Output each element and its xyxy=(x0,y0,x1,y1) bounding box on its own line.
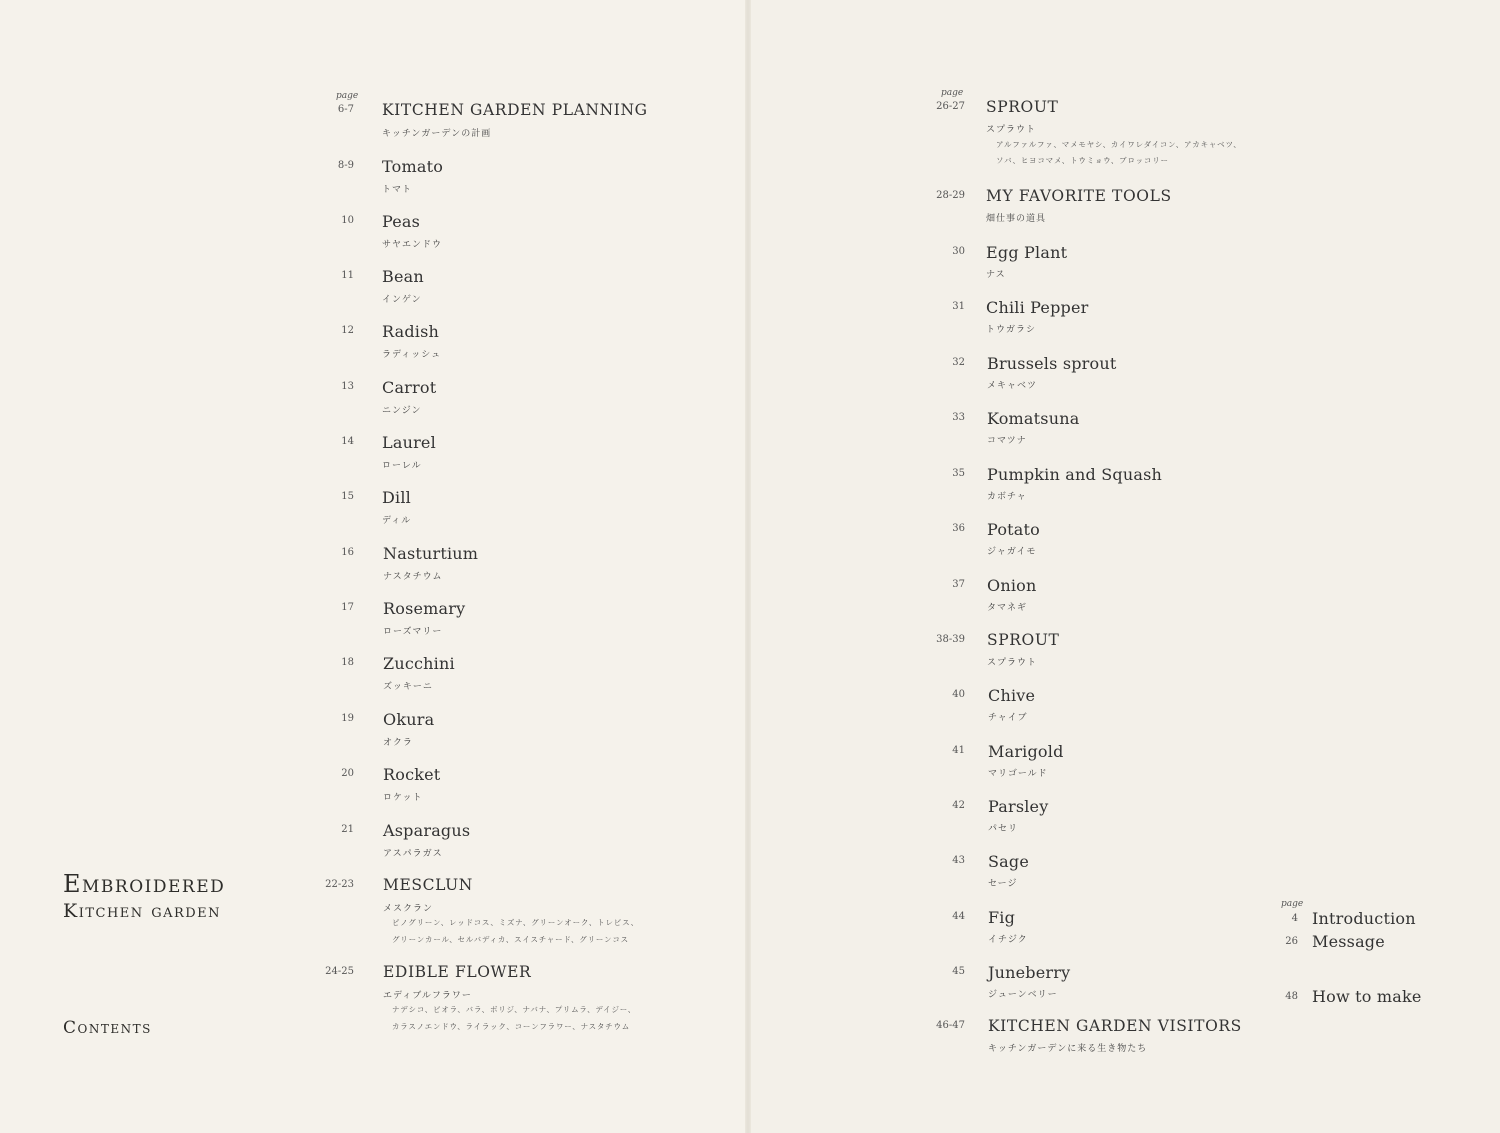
toc-entry-subitems: グリーンカール、セルバディカ、スイスチャード、グリーンコス xyxy=(392,935,629,944)
toc-entry-title: Sage xyxy=(988,852,1030,871)
side-toc-entry-title: Introduction xyxy=(1312,909,1416,928)
toc-entry-title: KITCHEN GARDEN PLANNING xyxy=(382,101,648,119)
toc-page-number: 21 xyxy=(341,824,354,835)
toc-entry-japanese: ローレル xyxy=(382,461,422,471)
toc-entry-title: Rocket xyxy=(383,765,441,784)
toc-page-number: 41 xyxy=(952,745,965,756)
toc-entry-japanese: インゲン xyxy=(382,295,422,305)
toc-entry-title: Parsley xyxy=(988,797,1049,816)
toc-entry-title: Fig xyxy=(988,908,1016,927)
toc-entry-japanese: スプラウト xyxy=(987,658,1038,668)
side-page-label: page xyxy=(1281,899,1304,909)
toc-entry-japanese: 畑仕事の道具 xyxy=(986,214,1047,224)
toc-entry-japanese: メキャベツ xyxy=(987,381,1038,391)
toc-page-number: 38-39 xyxy=(936,634,965,645)
toc-page-number: 32 xyxy=(952,357,965,368)
toc-entry-subitems: ナデシコ、ビオラ、バラ、ボリジ、ナバナ、プリムラ、デイジー、 xyxy=(392,1005,637,1014)
toc-entry-japanese: ラディッシュ xyxy=(382,350,442,360)
toc-page-number: 46-47 xyxy=(936,1020,965,1031)
book-title xyxy=(63,870,225,922)
toc-page-number: 43 xyxy=(952,855,965,866)
toc-page-number: 35 xyxy=(952,468,965,479)
toc-entry-title: Radish xyxy=(382,322,440,341)
toc-entry-japanese: ジャガイモ xyxy=(987,547,1037,557)
toc-entry-japanese: コマツナ xyxy=(987,436,1027,446)
toc-page-number: 14 xyxy=(341,436,354,447)
toc-entry-japanese: ディル xyxy=(382,516,412,526)
toc-page-number: 28-29 xyxy=(936,190,965,201)
toc-page-number: 6-7 xyxy=(337,104,354,115)
toc-page-number: 8-9 xyxy=(337,160,354,171)
toc-entry-title: Chive xyxy=(988,686,1036,705)
toc-entry-japanese: ニンジン xyxy=(382,406,422,416)
toc-entry-japanese: ジューンベリー xyxy=(988,990,1058,1000)
book-title-line1: Embroidered xyxy=(63,870,226,898)
toc-page-number: 31 xyxy=(952,301,965,312)
toc-entry-title: Brussels sprout xyxy=(987,354,1117,373)
side-toc-page-number: 48 xyxy=(1285,991,1298,1002)
book-title-line2: Kitchen garden xyxy=(63,900,222,922)
toc-entry-japanese: トマト xyxy=(382,185,413,195)
toc-entry-japanese: カボチャ xyxy=(987,492,1027,502)
toc-entry-japanese: メスクラン xyxy=(383,904,434,914)
toc-page-number: 18 xyxy=(341,657,354,668)
toc-entry-title: Egg Plant xyxy=(986,243,1068,262)
toc-entry-japanese: トウガラシ xyxy=(986,325,1037,335)
toc-page-number: 45 xyxy=(952,966,965,977)
toc-entry-title: Potato xyxy=(987,520,1040,539)
toc-entry-title: KITCHEN GARDEN VISITORS xyxy=(988,1017,1242,1035)
toc-entry-title: Juneberry xyxy=(988,963,1071,982)
side-toc-entry-title: Message xyxy=(1312,932,1385,951)
left-page-label: page xyxy=(336,91,359,101)
toc-entry-japanese: チャイブ xyxy=(988,713,1028,723)
toc-entry-title: MY FAVORITE TOOLS xyxy=(986,187,1172,205)
toc-page-number: 11 xyxy=(341,270,354,281)
toc-entry-title: EDIBLE FLOWER xyxy=(383,963,532,981)
toc-entry-subitems: ピノグリーン、レッドコス、ミズナ、グリーンオーク、トレビス、 xyxy=(392,918,639,927)
toc-entry-japanese: キッチンガーデンの計画 xyxy=(382,129,492,139)
toc-entry-japanese: タマネギ xyxy=(987,603,1028,613)
toc-entry-title: Chili Pepper xyxy=(986,298,1089,317)
toc-entry-japanese: マリゴールド xyxy=(988,769,1048,779)
toc-page-number: 33 xyxy=(952,412,965,423)
toc-entry-japanese: セージ xyxy=(988,879,1018,889)
toc-page-number: 17 xyxy=(341,602,354,613)
toc-entry-subitems: カラスノエンドウ、ライラック、コーンフラワー、ナスタチウム xyxy=(392,1022,630,1031)
toc-entry-japanese: ズッキーニ xyxy=(383,682,433,692)
toc-entry-japanese: ロケット xyxy=(383,793,423,803)
toc-entry-subitems: ソバ、ヒヨコマメ、トウミョウ、ブロッコリー xyxy=(996,156,1169,165)
toc-entry-japanese: ナスタチウム xyxy=(383,572,443,582)
toc-entry-title: MESCLUN xyxy=(383,876,473,894)
toc-entry-subitems: アルファルファ、マメモヤシ、カイワレダイコン、アカキャベツ、 xyxy=(996,140,1242,149)
left-page xyxy=(0,0,748,1133)
toc-page-number: 13 xyxy=(341,381,354,392)
contents-label: Contents xyxy=(63,1018,152,1038)
toc-entry-title: SPROUT xyxy=(987,631,1060,649)
right-page-label: page xyxy=(941,88,964,98)
toc-page-number: 30 xyxy=(952,246,965,257)
toc-page-number: 24-25 xyxy=(325,966,354,977)
toc-page-number: 20 xyxy=(341,768,354,779)
toc-page-number: 15 xyxy=(341,491,354,502)
toc-entry-title: Laurel xyxy=(382,433,436,452)
toc-entry-japanese: ローズマリー xyxy=(383,627,443,637)
toc-entry-japanese: スプラウト xyxy=(986,125,1037,135)
toc-entry-title: Komatsuna xyxy=(987,409,1080,428)
toc-page-number: 19 xyxy=(341,713,354,724)
toc-entry-title: Okura xyxy=(383,710,435,729)
toc-entry-japanese: キッチンガーデンに来る生き物たち xyxy=(988,1044,1148,1054)
toc-page-number: 42 xyxy=(952,800,965,811)
toc-entry-title: Bean xyxy=(382,267,424,286)
toc-entry-japanese: ナス xyxy=(986,270,1006,280)
book-gutter xyxy=(745,0,751,1133)
side-toc-page-number: 26 xyxy=(1285,936,1298,947)
toc-entry-japanese: アスパラガス xyxy=(383,849,443,859)
toc-page-number: 36 xyxy=(952,523,965,534)
toc-entry-title: Rosemary xyxy=(383,599,466,618)
toc-page-number: 10 xyxy=(341,215,354,226)
toc-page-number: 37 xyxy=(952,579,965,590)
right-page xyxy=(748,0,1500,1133)
toc-entry-title: SPROUT xyxy=(986,98,1059,116)
side-toc-entry-title: How to make xyxy=(1312,987,1422,1006)
toc-entry-japanese: オクラ xyxy=(383,738,413,748)
toc-entry-japanese: エディブルフラワー xyxy=(383,991,472,1001)
toc-entry-title: Dill xyxy=(382,488,411,507)
side-toc-page-number: 4 xyxy=(1291,913,1298,924)
toc-entry-title: Tomato xyxy=(382,157,444,176)
toc-page-number: 22-23 xyxy=(325,879,354,890)
toc-entry-title: Zucchini xyxy=(383,654,455,673)
toc-page-number: 40 xyxy=(952,689,965,700)
toc-entry-title: Onion xyxy=(987,576,1037,595)
toc-entry-title: Nasturtium xyxy=(383,544,479,563)
toc-page-number: 16 xyxy=(341,547,354,558)
toc-entry-japanese: パセリ xyxy=(988,824,1019,834)
toc-entry-title: Pumpkin and Squash xyxy=(987,465,1163,484)
toc-page-number: 26-27 xyxy=(936,101,965,112)
toc-entry-title: Asparagus xyxy=(383,821,471,840)
toc-entry-title: Marigold xyxy=(988,742,1064,761)
toc-entry-japanese: サヤエンドウ xyxy=(382,240,443,250)
toc-page-number: 44 xyxy=(952,911,965,922)
toc-entry-japanese: イチジク xyxy=(988,935,1028,945)
toc-entry-title: Carrot xyxy=(382,378,437,397)
toc-page-number: 12 xyxy=(341,325,354,336)
toc-entry-title: Peas xyxy=(382,212,421,231)
